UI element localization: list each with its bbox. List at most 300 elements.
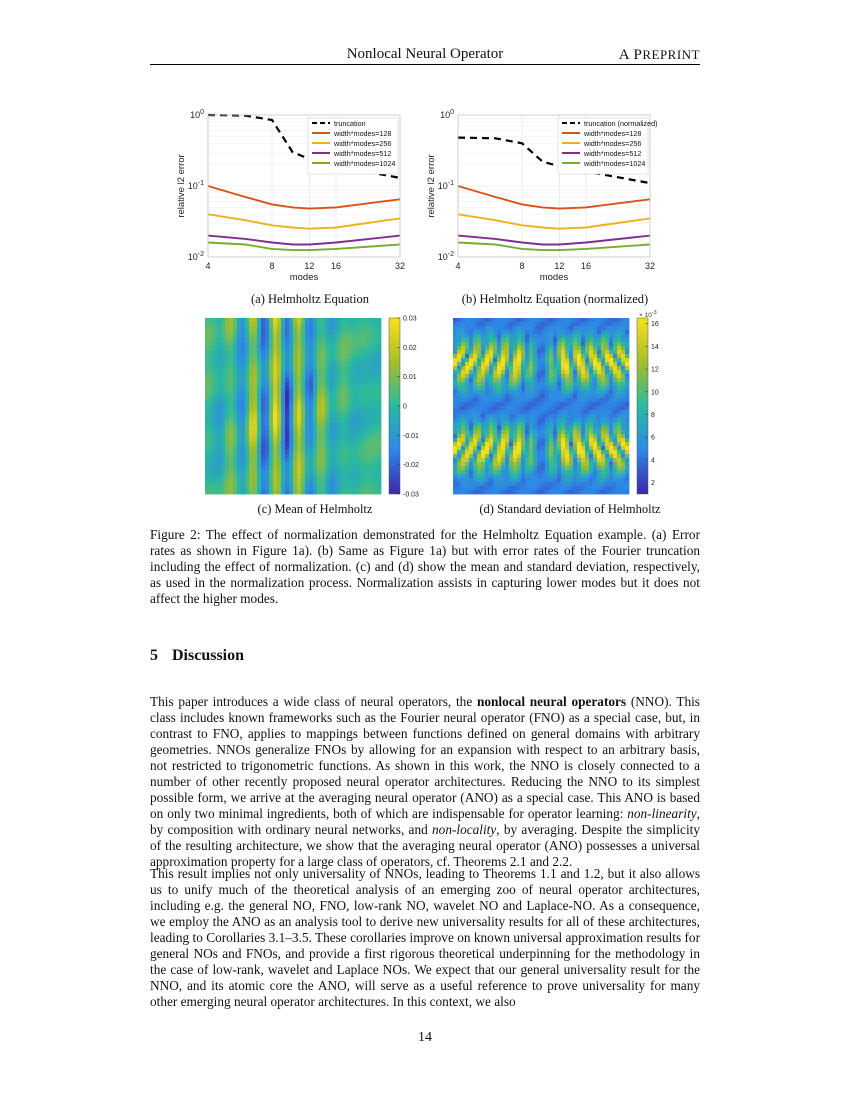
heatmap-cell bbox=[557, 366, 561, 370]
heatmap-cell bbox=[509, 414, 513, 418]
heatmap-cell bbox=[601, 446, 605, 450]
heatmap-cell bbox=[597, 442, 601, 446]
heatmap-cell bbox=[337, 406, 341, 410]
heatmap-cell bbox=[345, 462, 349, 466]
heatmap-cell bbox=[353, 422, 357, 426]
heatmap-cell bbox=[457, 406, 461, 410]
heatmap-cell bbox=[549, 346, 553, 350]
heatmap-cell bbox=[469, 486, 473, 490]
heatmap-cell bbox=[237, 374, 241, 378]
heatmap-cell bbox=[593, 410, 597, 414]
heatmap-cell bbox=[493, 474, 497, 478]
heatmap-cell bbox=[533, 382, 537, 386]
heatmap-cell bbox=[605, 406, 609, 410]
heatmap-cell bbox=[365, 422, 369, 426]
heatmap-cell bbox=[465, 346, 469, 350]
heatmap-cell bbox=[569, 474, 573, 478]
heatmap-cell bbox=[617, 350, 621, 354]
heatmap-cell bbox=[521, 462, 525, 466]
heatmap-cell bbox=[497, 490, 501, 494]
heatmap-cell bbox=[509, 386, 513, 390]
heatmap-cell bbox=[221, 486, 225, 490]
heatmap-cell bbox=[521, 426, 525, 430]
heatmap-cell bbox=[513, 474, 517, 478]
heatmap-cell bbox=[233, 438, 237, 442]
heatmap-cell bbox=[601, 482, 605, 486]
heatmap-cell bbox=[489, 486, 493, 490]
heatmap-cell bbox=[509, 410, 513, 414]
heatmap-cell bbox=[605, 466, 609, 470]
heatmap-cell bbox=[489, 466, 493, 470]
heatmap-cell bbox=[621, 394, 625, 398]
heatmap-cell bbox=[377, 422, 381, 426]
heatmap-cell bbox=[461, 338, 465, 342]
heatmap-cell bbox=[257, 354, 261, 358]
heatmap-cell bbox=[613, 442, 617, 446]
heatmap-cell bbox=[357, 482, 361, 486]
heatmap-cell bbox=[313, 354, 317, 358]
heatmap-cell bbox=[541, 330, 545, 334]
heatmap-cell bbox=[573, 394, 577, 398]
heatmap-cell bbox=[249, 462, 253, 466]
heatmap-cell bbox=[273, 354, 277, 358]
heatmap-cell bbox=[593, 326, 597, 330]
heatmap-cell bbox=[501, 346, 505, 350]
heatmap-cell bbox=[265, 470, 269, 474]
heatmap-cell bbox=[301, 458, 305, 462]
heatmap-cell bbox=[257, 490, 261, 494]
heatmap-cell bbox=[257, 466, 261, 470]
heatmap-cell bbox=[537, 422, 541, 426]
heatmap-cell bbox=[613, 466, 617, 470]
heatmap-cell bbox=[609, 442, 613, 446]
heatmap-cell bbox=[533, 354, 537, 358]
heatmap-cell bbox=[297, 462, 301, 466]
heatmap-cell bbox=[253, 450, 257, 454]
heatmap-cell bbox=[293, 462, 297, 466]
heatmap-cell bbox=[365, 378, 369, 382]
heatmap-cell bbox=[229, 414, 233, 418]
heatmap-cell bbox=[293, 382, 297, 386]
heatmap-cell bbox=[605, 390, 609, 394]
legend-entry-0: truncation bbox=[334, 119, 366, 128]
heatmap-cell bbox=[625, 486, 629, 490]
colorbar-tick-label: 0.02 bbox=[403, 344, 417, 352]
heatmap-cell bbox=[485, 418, 489, 422]
heatmap-cell bbox=[365, 406, 369, 410]
heatmap-cell bbox=[377, 390, 381, 394]
heatmap-cell bbox=[465, 422, 469, 426]
heatmap-cell bbox=[349, 478, 353, 482]
heatmap-cell bbox=[213, 354, 217, 358]
heatmap-cell bbox=[317, 354, 321, 358]
heatmap-cell bbox=[461, 398, 465, 402]
heatmap-cell bbox=[489, 438, 493, 442]
heatmap-cell bbox=[625, 470, 629, 474]
heatmap-cell bbox=[509, 318, 513, 322]
heatmap-cell bbox=[301, 358, 305, 362]
heatmap-cell bbox=[525, 398, 529, 402]
heatmap-cell bbox=[317, 418, 321, 422]
heatmap-cell bbox=[261, 458, 265, 462]
heatmap-cell bbox=[257, 418, 261, 422]
heatmap-cell bbox=[377, 330, 381, 334]
heatmap-cell bbox=[565, 354, 569, 358]
heatmap-cell bbox=[557, 442, 561, 446]
heatmap-cell bbox=[333, 462, 337, 466]
heatmap-cell bbox=[357, 326, 361, 330]
heatmap-cell bbox=[477, 366, 481, 370]
heatmap-cell bbox=[537, 462, 541, 466]
heatmap-cell bbox=[485, 390, 489, 394]
heatmap-cell bbox=[229, 482, 233, 486]
heatmap-cell bbox=[273, 458, 277, 462]
heatmap-cell bbox=[613, 418, 617, 422]
heatmap-cell bbox=[545, 466, 549, 470]
heatmap-cell bbox=[353, 386, 357, 390]
heatmap-cell bbox=[245, 374, 249, 378]
heatmap-cell bbox=[309, 326, 313, 330]
heatmap-cell bbox=[541, 482, 545, 486]
heatmap-cell bbox=[321, 358, 325, 362]
heatmap-cell bbox=[529, 362, 533, 366]
heatmap-cell bbox=[533, 462, 537, 466]
heatmap-cell bbox=[557, 346, 561, 350]
heatmap-cell bbox=[573, 350, 577, 354]
heatmap-cell bbox=[345, 402, 349, 406]
heatmap-cell bbox=[229, 410, 233, 414]
heatmap-cell bbox=[565, 402, 569, 406]
heatmap-cell bbox=[569, 422, 573, 426]
heatmap-cell bbox=[605, 354, 609, 358]
heatmap-cell bbox=[513, 394, 517, 398]
heatmap-cell bbox=[293, 438, 297, 442]
heatmap-cell bbox=[221, 370, 225, 374]
y-tick-label: $10^{-1}$ bbox=[187, 180, 204, 191]
heatmap-cell bbox=[617, 470, 621, 474]
heatmap-cell bbox=[457, 346, 461, 350]
heatmap-cell bbox=[589, 422, 593, 426]
heatmap-cell bbox=[505, 322, 509, 326]
heatmap-cell bbox=[593, 330, 597, 334]
heatmap-cell bbox=[549, 398, 553, 402]
heatmap-cell bbox=[457, 318, 461, 322]
heatmap-cell bbox=[241, 458, 245, 462]
heatmap-cell bbox=[585, 470, 589, 474]
heatmap-cell bbox=[529, 342, 533, 346]
heatmap-cell bbox=[557, 334, 561, 338]
heatmap-cell bbox=[457, 438, 461, 442]
heatmap-cell bbox=[521, 318, 525, 322]
heatmap-cell bbox=[561, 386, 565, 390]
heatmap-cell bbox=[377, 478, 381, 482]
heatmap-cell bbox=[529, 354, 533, 358]
heatmap-cell bbox=[457, 330, 461, 334]
heatmap-cell bbox=[453, 378, 457, 382]
heatmap-cell bbox=[489, 406, 493, 410]
heatmap-cell bbox=[329, 422, 333, 426]
heatmap-cell bbox=[361, 354, 365, 358]
heatmap-cell bbox=[353, 382, 357, 386]
heatmap-cell bbox=[577, 390, 581, 394]
heatmap-cell bbox=[261, 410, 265, 414]
heatmap-cell bbox=[337, 330, 341, 334]
heatmap-cell bbox=[341, 390, 345, 394]
heatmap-cell bbox=[301, 322, 305, 326]
heatmap-cell bbox=[241, 386, 245, 390]
heatmap-cell bbox=[285, 322, 289, 326]
heatmap-cell bbox=[225, 394, 229, 398]
heatmap-cell bbox=[457, 386, 461, 390]
heatmap-cell bbox=[545, 410, 549, 414]
heatmap-cell bbox=[377, 482, 381, 486]
heatmap-cell bbox=[257, 422, 261, 426]
heatmap-cell bbox=[261, 402, 265, 406]
heatmap-cell bbox=[529, 394, 533, 398]
heatmap-cell bbox=[241, 490, 245, 494]
heatmap-cell bbox=[541, 394, 545, 398]
heatmap-cell bbox=[301, 414, 305, 418]
heatmap-cell bbox=[477, 438, 481, 442]
heatmap-cell bbox=[453, 438, 457, 442]
heatmap-cell bbox=[573, 438, 577, 442]
heatmap-cell bbox=[341, 422, 345, 426]
heatmap-cell bbox=[505, 462, 509, 466]
heatmap-cell bbox=[597, 334, 601, 338]
heatmap-cell bbox=[481, 430, 485, 434]
heatmap-cell bbox=[593, 438, 597, 442]
heatmap-cell bbox=[233, 382, 237, 386]
heatmap-cell bbox=[237, 382, 241, 386]
heatmap-cell bbox=[477, 342, 481, 346]
heatmap-cell bbox=[205, 478, 209, 482]
heatmap-cell bbox=[589, 322, 593, 326]
heatmap-cell bbox=[281, 370, 285, 374]
heatmap-cell bbox=[617, 338, 621, 342]
heatmap-cell bbox=[533, 446, 537, 450]
heatmap-cell bbox=[349, 426, 353, 430]
x-tick-label: 12 bbox=[554, 261, 565, 271]
heatmap-cell bbox=[521, 362, 525, 366]
heatmap-cell bbox=[481, 422, 485, 426]
heatmap-cell bbox=[525, 334, 529, 338]
heatmap-cell bbox=[345, 322, 349, 326]
heatmap-cell bbox=[369, 402, 373, 406]
heatmap-cell bbox=[273, 322, 277, 326]
heatmap-cell bbox=[213, 402, 217, 406]
heatmap-cell bbox=[229, 434, 233, 438]
heatmap-cell bbox=[617, 358, 621, 362]
heatmap-cell bbox=[497, 426, 501, 430]
heatmap-cell bbox=[277, 382, 281, 386]
heatmap-cell bbox=[277, 370, 281, 374]
heatmap-cell bbox=[613, 326, 617, 330]
heatmap-cell bbox=[345, 470, 349, 474]
heatmap-cell bbox=[289, 398, 293, 402]
heatmap-cell bbox=[561, 390, 565, 394]
heatmap-cell bbox=[357, 442, 361, 446]
heatmap-cell bbox=[373, 438, 377, 442]
heatmap-cell bbox=[469, 438, 473, 442]
heatmap-cell bbox=[305, 470, 309, 474]
heatmap-cell bbox=[617, 490, 621, 494]
heatmap-cell bbox=[277, 454, 281, 458]
heatmap-cell bbox=[617, 386, 621, 390]
heatmap-cell bbox=[297, 458, 301, 462]
heatmap-cell bbox=[205, 426, 209, 430]
heatmap-cell bbox=[457, 458, 461, 462]
heatmap-cell bbox=[265, 390, 269, 394]
heatmap-cell bbox=[377, 474, 381, 478]
heatmap-cell bbox=[537, 350, 541, 354]
heatmap-cell bbox=[517, 366, 521, 370]
heatmap-cell bbox=[521, 374, 525, 378]
heatmap-cell bbox=[265, 422, 269, 426]
heatmap-cell bbox=[497, 414, 501, 418]
heatmap-cell bbox=[517, 318, 521, 322]
heatmap-cell bbox=[369, 322, 373, 326]
heatmap-cell bbox=[461, 414, 465, 418]
heatmap-cell bbox=[289, 378, 293, 382]
heatmap-cell bbox=[297, 334, 301, 338]
heatmap-cell bbox=[277, 482, 281, 486]
heatmap-cell bbox=[305, 382, 309, 386]
heatmap-cell bbox=[557, 358, 561, 362]
heatmap-cell bbox=[217, 414, 221, 418]
heatmap-cell bbox=[329, 326, 333, 330]
heatmap-cell bbox=[333, 394, 337, 398]
heatmap-cell bbox=[481, 374, 485, 378]
heatmap-cell bbox=[489, 470, 493, 474]
heatmap-cell bbox=[281, 458, 285, 462]
heatmap-cell bbox=[469, 458, 473, 462]
heatmap-cell bbox=[573, 330, 577, 334]
heatmap-cell bbox=[333, 490, 337, 494]
heatmap-cell bbox=[473, 330, 477, 334]
heatmap-cell bbox=[253, 438, 257, 442]
heatmap-cell bbox=[505, 390, 509, 394]
heatmap-cell bbox=[509, 350, 513, 354]
heatmap-cell bbox=[249, 402, 253, 406]
heatmap-cell bbox=[525, 490, 529, 494]
heatmap-cell bbox=[233, 366, 237, 370]
heatmap-cell bbox=[565, 486, 569, 490]
heatmap-cell bbox=[601, 326, 605, 330]
heatmap-cell bbox=[293, 366, 297, 370]
heatmap-cell bbox=[357, 474, 361, 478]
heatmap-cell bbox=[545, 414, 549, 418]
heatmap-cell bbox=[621, 350, 625, 354]
heatmap-cell bbox=[477, 334, 481, 338]
heatmap-cell bbox=[553, 414, 557, 418]
heatmap-cell bbox=[357, 350, 361, 354]
heatmap-cell bbox=[525, 470, 529, 474]
heatmap-cell bbox=[237, 446, 241, 450]
heatmap-cell bbox=[485, 430, 489, 434]
heatmap-cell bbox=[549, 326, 553, 330]
heatmap-cell bbox=[249, 346, 253, 350]
heatmap-cell bbox=[337, 454, 341, 458]
heatmap-cell bbox=[353, 374, 357, 378]
heatmap-cell bbox=[361, 402, 365, 406]
heatmap-cell bbox=[609, 390, 613, 394]
heatmap-cell bbox=[505, 490, 509, 494]
heatmap-cell bbox=[321, 318, 325, 322]
heatmap-cell bbox=[617, 402, 621, 406]
heatmap-cell bbox=[361, 330, 365, 334]
heatmap-cell bbox=[557, 342, 561, 346]
heatmap-cell bbox=[281, 434, 285, 438]
heatmap-cell bbox=[581, 478, 585, 482]
y-axis-label: relative l2 error bbox=[426, 154, 437, 218]
heatmap-cell bbox=[609, 418, 613, 422]
heatmap-cell bbox=[241, 438, 245, 442]
heatmap-cell bbox=[561, 354, 565, 358]
heatmap-cell bbox=[585, 402, 589, 406]
heatmap-cell bbox=[289, 470, 293, 474]
heatmap-cell bbox=[285, 338, 289, 342]
heatmap-cell bbox=[237, 386, 241, 390]
heatmap-cell bbox=[609, 410, 613, 414]
heatmap-cell bbox=[353, 326, 357, 330]
heatmap-cell bbox=[345, 434, 349, 438]
heatmap-cell bbox=[605, 482, 609, 486]
heatmap-cell bbox=[521, 338, 525, 342]
heatmap-cell bbox=[353, 318, 357, 322]
heatmap-cell bbox=[473, 318, 477, 322]
heatmap-cell bbox=[473, 486, 477, 490]
heatmap-cell bbox=[593, 466, 597, 470]
heatmap-cell bbox=[233, 478, 237, 482]
heatmap-cell bbox=[329, 350, 333, 354]
heatmap-cell bbox=[513, 390, 517, 394]
heatmap-cell bbox=[257, 482, 261, 486]
colorbar-tick-label: 0.03 bbox=[403, 315, 417, 323]
heatmap-cell bbox=[545, 426, 549, 430]
heatmap-cell bbox=[589, 470, 593, 474]
heatmap-cell bbox=[469, 474, 473, 478]
heatmap-cell bbox=[517, 430, 521, 434]
heatmap-cell bbox=[337, 482, 341, 486]
heatmap-cell bbox=[481, 366, 485, 370]
heatmap-cell bbox=[289, 438, 293, 442]
heatmap-cell bbox=[477, 358, 481, 362]
heatmap-cell bbox=[349, 398, 353, 402]
heatmap-cell bbox=[269, 438, 273, 442]
heatmap-cell bbox=[261, 322, 265, 326]
heatmap-cell bbox=[581, 450, 585, 454]
heatmap-cell bbox=[221, 326, 225, 330]
heatmap-cell bbox=[209, 418, 213, 422]
heatmap-cell bbox=[265, 338, 269, 342]
heatmap-cell bbox=[473, 354, 477, 358]
heatmap-cell bbox=[601, 350, 605, 354]
heatmap-cell bbox=[485, 466, 489, 470]
heatmap-cell bbox=[625, 466, 629, 470]
heatmap-cell bbox=[333, 486, 337, 490]
heatmap-cell bbox=[229, 366, 233, 370]
heatmap-cell bbox=[621, 470, 625, 474]
heatmap-cell bbox=[237, 466, 241, 470]
heatmap-cell bbox=[497, 402, 501, 406]
heatmap-cell bbox=[533, 346, 537, 350]
heatmap-cell bbox=[333, 478, 337, 482]
heatmap-cell bbox=[601, 378, 605, 382]
heatmap-cell bbox=[225, 374, 229, 378]
heatmap-cell bbox=[377, 466, 381, 470]
heatmap-cell bbox=[353, 414, 357, 418]
heatmap-cell bbox=[229, 350, 233, 354]
